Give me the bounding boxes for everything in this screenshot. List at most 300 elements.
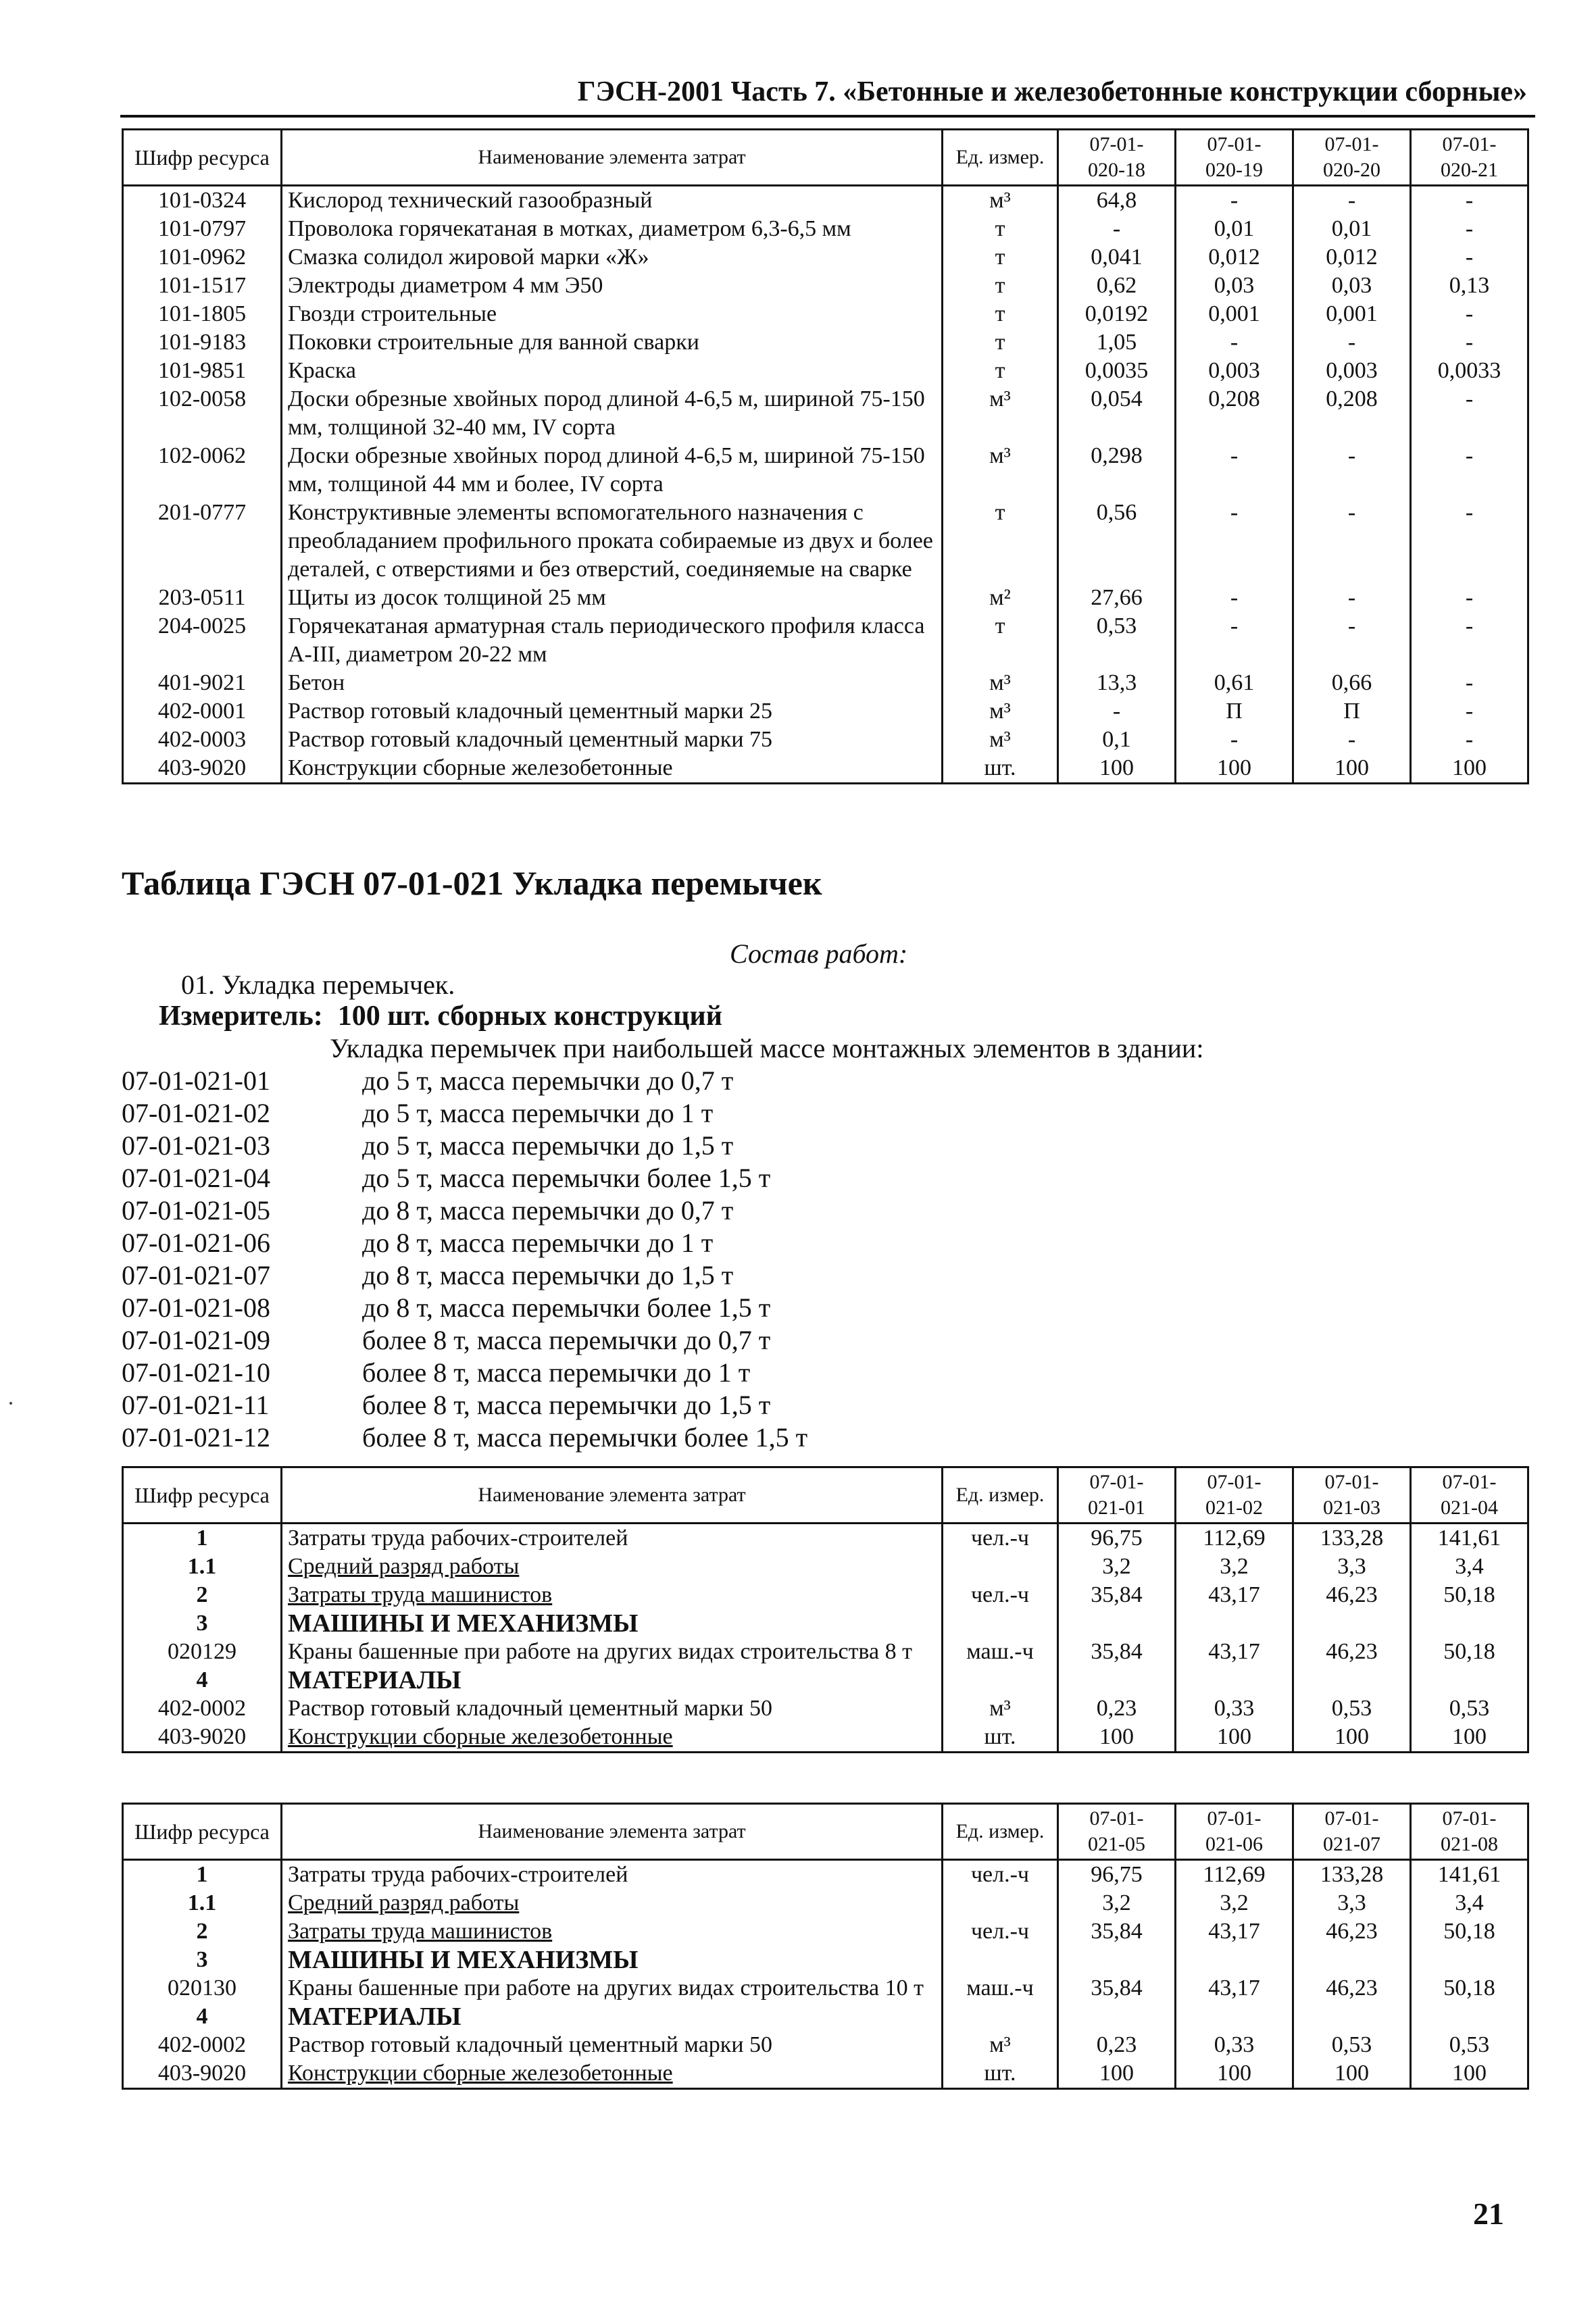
value-cell-4: - bbox=[1411, 499, 1528, 584]
norm-code: 07-01-021-10 bbox=[122, 1357, 270, 1388]
value-cell-4: - bbox=[1411, 385, 1528, 442]
unit-cell bbox=[943, 1666, 1058, 1694]
element-name-cell: Затраты труда рабочих-строителей bbox=[282, 1860, 943, 1890]
page-number: 21 bbox=[1473, 2196, 1504, 2231]
unit-cell: шт. bbox=[943, 754, 1058, 784]
value-cell-1: 100 bbox=[1058, 1723, 1176, 1753]
value-cell-2: 3,2 bbox=[1176, 1889, 1293, 1917]
value-cell-4: 0,53 bbox=[1411, 2031, 1528, 2059]
value-cell-3 bbox=[1293, 1946, 1411, 1974]
resource-code-cell: 3 bbox=[123, 1609, 282, 1638]
table-row bbox=[123, 2003, 1528, 2031]
unit-cell bbox=[943, 1889, 1058, 1917]
section-heading-cell: МАТЕРИАЛЫ bbox=[282, 1666, 943, 1694]
element-name-cell: Конструкции сборные железобетонные bbox=[282, 1723, 943, 1753]
value-cell-3: 133,28 bbox=[1293, 1860, 1411, 1890]
value-cell-3: 0,53 bbox=[1293, 2031, 1411, 2059]
element-name-cell: Затраты труда машинистов bbox=[282, 1581, 943, 1609]
unit-cell: т bbox=[943, 357, 1058, 385]
unit-cell: т bbox=[943, 300, 1058, 328]
element-name-cell: Щиты из досок толщиной 25 мм bbox=[282, 584, 943, 612]
resource-code-cell: 2 bbox=[123, 1917, 282, 1946]
resource-code-cell: 3 bbox=[123, 1946, 282, 1974]
table-row bbox=[123, 215, 1528, 243]
header-element-name: Наименование элемента затрат bbox=[282, 1467, 943, 1524]
section-title: Таблица ГЭСН 07-01-021 Укладка перемычек bbox=[122, 864, 822, 902]
unit-cell bbox=[943, 1553, 1058, 1581]
element-name-cell: Краны башенные при работе на других видах строительства 10 т bbox=[282, 1974, 943, 2003]
resource-code-cell: 101-0962 bbox=[123, 243, 282, 272]
value-cell-4 bbox=[1411, 1946, 1528, 1974]
element-name-cell: Раствор готовый кладочный цементный марки 25 bbox=[282, 697, 943, 726]
norm-description: более 8 т, масса перемычки до 0,7 т bbox=[362, 1325, 771, 1355]
value-cell-4: 141,61 bbox=[1411, 1860, 1528, 1890]
unit-cell: чел.-ч bbox=[943, 1524, 1058, 1553]
value-cell-2: 43,17 bbox=[1176, 1974, 1293, 2003]
header-norm-col-1: 07-01- 020-18 bbox=[1058, 130, 1176, 186]
header-resource-code: Шифр ресурса bbox=[123, 1467, 282, 1524]
element-name-cell: Раствор готовый кладочный цементный марки 75 bbox=[282, 726, 943, 754]
unit-cell: чел.-ч bbox=[943, 1860, 1058, 1890]
value-cell-3: - bbox=[1293, 186, 1411, 216]
value-cell-3: - bbox=[1293, 612, 1411, 669]
value-cell-4 bbox=[1411, 1609, 1528, 1638]
table-row bbox=[123, 1723, 1528, 1753]
resource-code-cell: 101-0797 bbox=[123, 215, 282, 243]
value-cell-2: - bbox=[1176, 584, 1293, 612]
element-name-cell: Электроды диаметром 4 мм Э50 bbox=[282, 272, 943, 300]
norm-code: 07-01-021-07 bbox=[122, 1260, 270, 1290]
unit-cell: м³ bbox=[943, 726, 1058, 754]
unit-cell: т bbox=[943, 215, 1058, 243]
value-cell-3: 133,28 bbox=[1293, 1524, 1411, 1553]
resource-code-cell: 402-0003 bbox=[123, 726, 282, 754]
element-name-cell: Гвозди строительные bbox=[282, 300, 943, 328]
unit-cell: маш.-ч bbox=[943, 1638, 1058, 1666]
value-cell-4: - bbox=[1411, 186, 1528, 216]
value-cell-4: - bbox=[1411, 215, 1528, 243]
unit-cell: м³ bbox=[943, 1694, 1058, 1723]
value-cell-1: 3,2 bbox=[1058, 1889, 1176, 1917]
header-element-name: Наименование элемента затрат bbox=[282, 1804, 943, 1860]
value-cell-3: - bbox=[1293, 442, 1411, 499]
header-norm-col-3: 07-01- 021-03 bbox=[1293, 1467, 1411, 1524]
unit-cell: маш.-ч bbox=[943, 1974, 1058, 2003]
value-cell-4: 50,18 bbox=[1411, 1638, 1528, 1666]
table-row bbox=[123, 385, 1528, 442]
value-cell-4: 0,0033 bbox=[1411, 357, 1528, 385]
value-cell-2: 43,17 bbox=[1176, 1581, 1293, 1609]
section-heading-cell: МАШИНЫ И МЕХАНИЗМЫ bbox=[282, 1609, 943, 1638]
resource-code-cell: 101-9183 bbox=[123, 328, 282, 357]
section-heading-cell: МАШИНЫ И МЕХАНИЗМЫ bbox=[282, 1946, 943, 1974]
table-row bbox=[123, 186, 1528, 216]
resource-code-cell: 020129 bbox=[123, 1638, 282, 1666]
resource-code-cell: 403-9020 bbox=[123, 1723, 282, 1753]
value-cell-4: - bbox=[1411, 300, 1528, 328]
table-row bbox=[123, 328, 1528, 357]
value-cell-1: 0,054 bbox=[1058, 385, 1176, 442]
value-cell-2: 100 bbox=[1176, 754, 1293, 784]
value-cell-2: 0,012 bbox=[1176, 243, 1293, 272]
value-cell-2: - bbox=[1176, 612, 1293, 669]
value-cell-3: 100 bbox=[1293, 754, 1411, 784]
resource-code-cell: 020130 bbox=[123, 1974, 282, 2003]
value-cell-2: - bbox=[1176, 186, 1293, 216]
resource-code-cell: 401-9021 bbox=[123, 669, 282, 697]
value-cell-4: 3,4 bbox=[1411, 1889, 1528, 1917]
header-norm-col-4: 07-01- 021-04 bbox=[1411, 1467, 1528, 1524]
value-cell-1: 35,84 bbox=[1058, 1638, 1176, 1666]
norm-description: до 5 т, масса перемычки до 1,5 т bbox=[362, 1130, 734, 1161]
value-cell-1: 64,8 bbox=[1058, 186, 1176, 216]
header-element-name: Наименование элемента затрат bbox=[282, 130, 943, 186]
table-row bbox=[123, 1860, 1528, 1890]
value-cell-1: 0,0035 bbox=[1058, 357, 1176, 385]
norms-intro: Укладка перемычек при наибольшей массе монтажных элементов в здании: bbox=[330, 1033, 1204, 1063]
unit-cell: м³ bbox=[943, 697, 1058, 726]
table-row bbox=[123, 1553, 1528, 1581]
header-norm-col-2: 07-01- 021-06 bbox=[1176, 1804, 1293, 1860]
value-cell-2 bbox=[1176, 2003, 1293, 2031]
works-item: 01. Укладка перемычек. bbox=[181, 970, 455, 1000]
element-name-cell: Средний разряд работы bbox=[282, 1889, 943, 1917]
resource-code-cell: 1.1 bbox=[123, 1553, 282, 1581]
value-cell-3: 0,66 bbox=[1293, 669, 1411, 697]
resource-code-cell: 4 bbox=[123, 1666, 282, 1694]
norm-description: до 8 т, масса перемычки до 1 т bbox=[362, 1228, 714, 1258]
table-row bbox=[123, 2059, 1528, 2089]
norm-code: 07-01-021-06 bbox=[122, 1228, 270, 1258]
value-cell-1: 100 bbox=[1058, 754, 1176, 784]
value-cell-4: 3,4 bbox=[1411, 1553, 1528, 1581]
value-cell-3 bbox=[1293, 1609, 1411, 1638]
norm-description: до 5 т, масса перемычки до 0,7 т bbox=[362, 1065, 734, 1096]
value-cell-4: - bbox=[1411, 669, 1528, 697]
value-cell-2: - bbox=[1176, 726, 1293, 754]
unit-cell: шт. bbox=[943, 1723, 1058, 1753]
resource-table-021-b bbox=[122, 1803, 1529, 2090]
value-cell-2: 112,69 bbox=[1176, 1524, 1293, 1553]
norm-code: 07-01-021-12 bbox=[122, 1422, 270, 1453]
value-cell-3: 100 bbox=[1293, 2059, 1411, 2089]
element-name-cell: Раствор готовый кладочный цементный марки 50 bbox=[282, 2031, 943, 2059]
table-row bbox=[123, 300, 1528, 328]
resource-code-cell: 402-0001 bbox=[123, 697, 282, 726]
value-cell-2 bbox=[1176, 1946, 1293, 1974]
value-cell-3: 3,3 bbox=[1293, 1553, 1411, 1581]
value-cell-3: - bbox=[1293, 726, 1411, 754]
value-cell-1: 0,0192 bbox=[1058, 300, 1176, 328]
element-name-cell: Раствор готовый кладочный цементный марки 50 bbox=[282, 1694, 943, 1723]
header-norm-col-3: 07-01- 021-07 bbox=[1293, 1804, 1411, 1860]
element-name-cell: Затраты труда машинистов bbox=[282, 1917, 943, 1946]
resource-code-cell: 402-0002 bbox=[123, 2031, 282, 2059]
value-cell-1: 35,84 bbox=[1058, 1974, 1176, 2003]
value-cell-4: 141,61 bbox=[1411, 1524, 1528, 1553]
unit-cell: чел.-ч bbox=[943, 1581, 1058, 1609]
value-cell-3: 0,003 bbox=[1293, 357, 1411, 385]
unit-cell: м³ bbox=[943, 442, 1058, 499]
element-name-cell: Средний разряд работы bbox=[282, 1553, 943, 1581]
resource-code-cell: 402-0002 bbox=[123, 1694, 282, 1723]
table-row bbox=[123, 357, 1528, 385]
header-resource-code: Шифр ресурса bbox=[123, 1804, 282, 1860]
resource-code-cell: 101-1517 bbox=[123, 272, 282, 300]
value-cell-2: 0,33 bbox=[1176, 1694, 1293, 1723]
norm-code: 07-01-021-09 bbox=[122, 1325, 270, 1355]
value-cell-1 bbox=[1058, 2003, 1176, 2031]
value-cell-4 bbox=[1411, 1666, 1528, 1694]
value-cell-1 bbox=[1058, 1666, 1176, 1694]
table-row bbox=[123, 442, 1528, 499]
value-cell-3: 100 bbox=[1293, 1723, 1411, 1753]
value-cell-1 bbox=[1058, 1946, 1176, 1974]
resource-code-cell: 102-0058 bbox=[123, 385, 282, 442]
table-row bbox=[123, 272, 1528, 300]
value-cell-4: - bbox=[1411, 442, 1528, 499]
value-cell-1: 3,2 bbox=[1058, 1553, 1176, 1581]
header-norm-col-2: 07-01- 021-02 bbox=[1176, 1467, 1293, 1524]
norm-description: до 5 т, масса перемычки до 1 т bbox=[362, 1098, 714, 1128]
resource-table-020 bbox=[122, 128, 1529, 784]
meter-line bbox=[159, 1000, 722, 1032]
element-name-cell: Доски обрезные хвойных пород длиной 4-6,5 м, шириной 75-150 мм, толщиной 44 мм и более, IV сорта bbox=[282, 442, 943, 499]
norm-code: 07-01-021-05 bbox=[122, 1195, 270, 1226]
header-divider bbox=[120, 115, 1535, 118]
header-unit: Ед. измер. bbox=[943, 130, 1058, 186]
value-cell-3: П bbox=[1293, 697, 1411, 726]
value-cell-1: 0,53 bbox=[1058, 612, 1176, 669]
header-norm-col-4: 07-01- 021-08 bbox=[1411, 1804, 1528, 1860]
value-cell-2: П bbox=[1176, 697, 1293, 726]
table-row bbox=[123, 1609, 1528, 1638]
unit-cell bbox=[943, 1946, 1058, 1974]
unit-cell: т bbox=[943, 612, 1058, 669]
value-cell-3: 46,23 bbox=[1293, 1638, 1411, 1666]
value-cell-1: 100 bbox=[1058, 2059, 1176, 2089]
value-cell-3 bbox=[1293, 1666, 1411, 1694]
table-row bbox=[123, 243, 1528, 272]
table-row bbox=[123, 669, 1528, 697]
table-row bbox=[123, 584, 1528, 612]
table-row bbox=[123, 754, 1528, 784]
resource-code-cell: 4 bbox=[123, 2003, 282, 2031]
value-cell-1: - bbox=[1058, 697, 1176, 726]
value-cell-3: 0,03 bbox=[1293, 272, 1411, 300]
norm-code: 07-01-021-11 bbox=[122, 1390, 270, 1420]
value-cell-3: 46,23 bbox=[1293, 1974, 1411, 2003]
value-cell-2: 3,2 bbox=[1176, 1553, 1293, 1581]
value-cell-3 bbox=[1293, 2003, 1411, 2031]
value-cell-1 bbox=[1058, 1609, 1176, 1638]
value-cell-1: 0,23 bbox=[1058, 1694, 1176, 1723]
element-name-cell: Горячекатаная арматурная сталь периодического профиля класса А-III, диаметром 20-22 мм bbox=[282, 612, 943, 669]
value-cell-4: - bbox=[1411, 697, 1528, 726]
scan-speck bbox=[9, 1402, 12, 1405]
value-cell-1: 0,62 bbox=[1058, 272, 1176, 300]
value-cell-4: 100 bbox=[1411, 754, 1528, 784]
norm-description: до 8 т, масса перемычки до 0,7 т bbox=[362, 1195, 734, 1226]
resource-code-cell: 2 bbox=[123, 1581, 282, 1609]
unit-cell: м³ bbox=[943, 186, 1058, 216]
value-cell-3: 46,23 bbox=[1293, 1917, 1411, 1946]
value-cell-3: 3,3 bbox=[1293, 1889, 1411, 1917]
value-cell-2: 43,17 bbox=[1176, 1917, 1293, 1946]
norm-code: 07-01-021-01 bbox=[122, 1065, 270, 1096]
value-cell-2: - bbox=[1176, 328, 1293, 357]
value-cell-3: 0,001 bbox=[1293, 300, 1411, 328]
norm-description: более 8 т, масса перемычки до 1,5 т bbox=[362, 1390, 771, 1420]
unit-cell: м³ bbox=[943, 385, 1058, 442]
value-cell-3: 0,012 bbox=[1293, 243, 1411, 272]
value-cell-3: - bbox=[1293, 499, 1411, 584]
value-cell-4 bbox=[1411, 2003, 1528, 2031]
header-norm-col-4: 07-01- 020-21 bbox=[1411, 130, 1528, 186]
header-norm-col-2: 07-01- 020-19 bbox=[1176, 130, 1293, 186]
value-cell-4: - bbox=[1411, 243, 1528, 272]
value-cell-2: 0,01 bbox=[1176, 215, 1293, 243]
value-cell-1: 0,041 bbox=[1058, 243, 1176, 272]
element-name-cell: Конструкции сборные железобетонные bbox=[282, 754, 943, 784]
value-cell-1: 96,75 bbox=[1058, 1860, 1176, 1890]
value-cell-1: 0,23 bbox=[1058, 2031, 1176, 2059]
value-cell-1: 27,66 bbox=[1058, 584, 1176, 612]
unit-cell: т bbox=[943, 272, 1058, 300]
norm-code: 07-01-021-02 bbox=[122, 1098, 270, 1128]
table-row bbox=[123, 1581, 1528, 1609]
resource-code-cell: 101-0324 bbox=[123, 186, 282, 216]
table-row bbox=[123, 499, 1528, 584]
table-row bbox=[123, 1917, 1528, 1946]
table-row bbox=[123, 1666, 1528, 1694]
resource-code-cell: 102-0062 bbox=[123, 442, 282, 499]
value-cell-1: 0,298 bbox=[1058, 442, 1176, 499]
norm-description: более 8 т, масса перемычки более 1,5 т bbox=[362, 1422, 808, 1453]
value-cell-4: 0,13 bbox=[1411, 272, 1528, 300]
element-name-cell: Смазка солидол жировой марки «Ж» bbox=[282, 243, 943, 272]
table-row bbox=[123, 2031, 1528, 2059]
resource-code-cell: 101-9851 bbox=[123, 357, 282, 385]
norm-description: до 8 т, масса перемычки до 1,5 т bbox=[362, 1260, 734, 1290]
value-cell-3: 0,208 bbox=[1293, 385, 1411, 442]
element-name-cell: Кислород технический газообразный bbox=[282, 186, 943, 216]
table-row bbox=[123, 1946, 1528, 1974]
header-norm-col-1: 07-01- 021-05 bbox=[1058, 1804, 1176, 1860]
value-cell-1: 13,3 bbox=[1058, 669, 1176, 697]
element-name-cell: Краны башенные при работе на других видах строительства 8 т bbox=[282, 1638, 943, 1666]
value-cell-3: - bbox=[1293, 328, 1411, 357]
value-cell-1: 96,75 bbox=[1058, 1524, 1176, 1553]
table-row bbox=[123, 612, 1528, 669]
value-cell-2: 0,208 bbox=[1176, 385, 1293, 442]
value-cell-2: 100 bbox=[1176, 1723, 1293, 1753]
unit-cell bbox=[943, 2003, 1058, 2031]
value-cell-2: 100 bbox=[1176, 2059, 1293, 2089]
resource-code-cell: 1.1 bbox=[123, 1889, 282, 1917]
resource-table-021-a bbox=[122, 1466, 1529, 1753]
element-name-cell: Поковки строительные для ванной сварки bbox=[282, 328, 943, 357]
value-cell-2 bbox=[1176, 1609, 1293, 1638]
value-cell-4: 100 bbox=[1411, 2059, 1528, 2089]
unit-cell: т bbox=[943, 499, 1058, 584]
table-row bbox=[123, 1889, 1528, 1917]
header-norm-col-1: 07-01- 021-01 bbox=[1058, 1467, 1176, 1524]
resource-code-cell: 201-0777 bbox=[123, 499, 282, 584]
unit-cell: т bbox=[943, 328, 1058, 357]
value-cell-1: 35,84 bbox=[1058, 1917, 1176, 1946]
value-cell-2: 0,001 bbox=[1176, 300, 1293, 328]
resource-code-cell: 1 bbox=[123, 1524, 282, 1553]
header-unit: Ед. измер. bbox=[943, 1804, 1058, 1860]
value-cell-2 bbox=[1176, 1666, 1293, 1694]
element-name-cell: Затраты труда рабочих-строителей bbox=[282, 1524, 943, 1553]
element-name-cell: Краска bbox=[282, 357, 943, 385]
value-cell-1: 0,1 bbox=[1058, 726, 1176, 754]
value-cell-2: 43,17 bbox=[1176, 1638, 1293, 1666]
element-name-cell: Бетон bbox=[282, 669, 943, 697]
value-cell-2: 0,61 bbox=[1176, 669, 1293, 697]
table-row bbox=[123, 1974, 1528, 2003]
element-name-cell: Доски обрезные хвойных пород длиной 4-6,5 м, шириной 75-150 мм, толщиной 32-40 мм, IV сорта bbox=[282, 385, 943, 442]
value-cell-1: - bbox=[1058, 215, 1176, 243]
unit-cell: шт. bbox=[943, 2059, 1058, 2089]
header-unit: Ед. измер. bbox=[943, 1467, 1058, 1524]
value-cell-1: 0,56 bbox=[1058, 499, 1176, 584]
norm-description: более 8 т, масса перемычки до 1 т bbox=[362, 1357, 751, 1388]
element-name-cell: Проволока горячекатаная в мотках, диаметром 6,3-6,5 мм bbox=[282, 215, 943, 243]
value-cell-4: 50,18 bbox=[1411, 1917, 1528, 1946]
value-cell-4: 50,18 bbox=[1411, 1974, 1528, 2003]
value-cell-2: 0,33 bbox=[1176, 2031, 1293, 2059]
table-row bbox=[123, 697, 1528, 726]
resource-code-cell: 204-0025 bbox=[123, 612, 282, 669]
resource-code-cell: 1 bbox=[123, 1860, 282, 1890]
unit-cell bbox=[943, 1609, 1058, 1638]
value-cell-4: 100 bbox=[1411, 1723, 1528, 1753]
unit-cell: чел.-ч bbox=[943, 1917, 1058, 1946]
value-cell-3: 46,23 bbox=[1293, 1581, 1411, 1609]
norm-code: 07-01-021-08 bbox=[122, 1292, 270, 1323]
value-cell-1: 35,84 bbox=[1058, 1581, 1176, 1609]
value-cell-2: 0,03 bbox=[1176, 272, 1293, 300]
norm-code: 07-01-021-04 bbox=[122, 1163, 270, 1193]
value-cell-3: 0,01 bbox=[1293, 215, 1411, 243]
value-cell-4: - bbox=[1411, 612, 1528, 669]
norm-description: до 5 т, масса перемычки более 1,5 т bbox=[362, 1163, 771, 1193]
unit-cell: м³ bbox=[943, 669, 1058, 697]
value-cell-4: 0,53 bbox=[1411, 1694, 1528, 1723]
element-name-cell: Конструкции сборные железобетонные bbox=[282, 2059, 943, 2089]
value-cell-2: 112,69 bbox=[1176, 1860, 1293, 1890]
resource-code-cell: 403-9020 bbox=[123, 754, 282, 784]
value-cell-1: 1,05 bbox=[1058, 328, 1176, 357]
header-norm-col-3: 07-01- 020-20 bbox=[1293, 130, 1411, 186]
value-cell-2: - bbox=[1176, 442, 1293, 499]
unit-cell: м² bbox=[943, 584, 1058, 612]
resource-code-cell: 101-1805 bbox=[123, 300, 282, 328]
value-cell-2: - bbox=[1176, 499, 1293, 584]
norm-code: 07-01-021-03 bbox=[122, 1130, 270, 1161]
value-cell-4: 50,18 bbox=[1411, 1581, 1528, 1609]
resource-code-cell: 403-9020 bbox=[123, 2059, 282, 2089]
value-cell-3: - bbox=[1293, 584, 1411, 612]
table-row bbox=[123, 1694, 1528, 1723]
meter-value: 100 шт. сборных конструкций bbox=[337, 1001, 722, 1032]
value-cell-4: - bbox=[1411, 584, 1528, 612]
page-header: ГЭСН-2001 Часть 7. «Бетонные и железобетонные конструкции сборные» bbox=[577, 76, 1527, 107]
resource-code-cell: 203-0511 bbox=[123, 584, 282, 612]
